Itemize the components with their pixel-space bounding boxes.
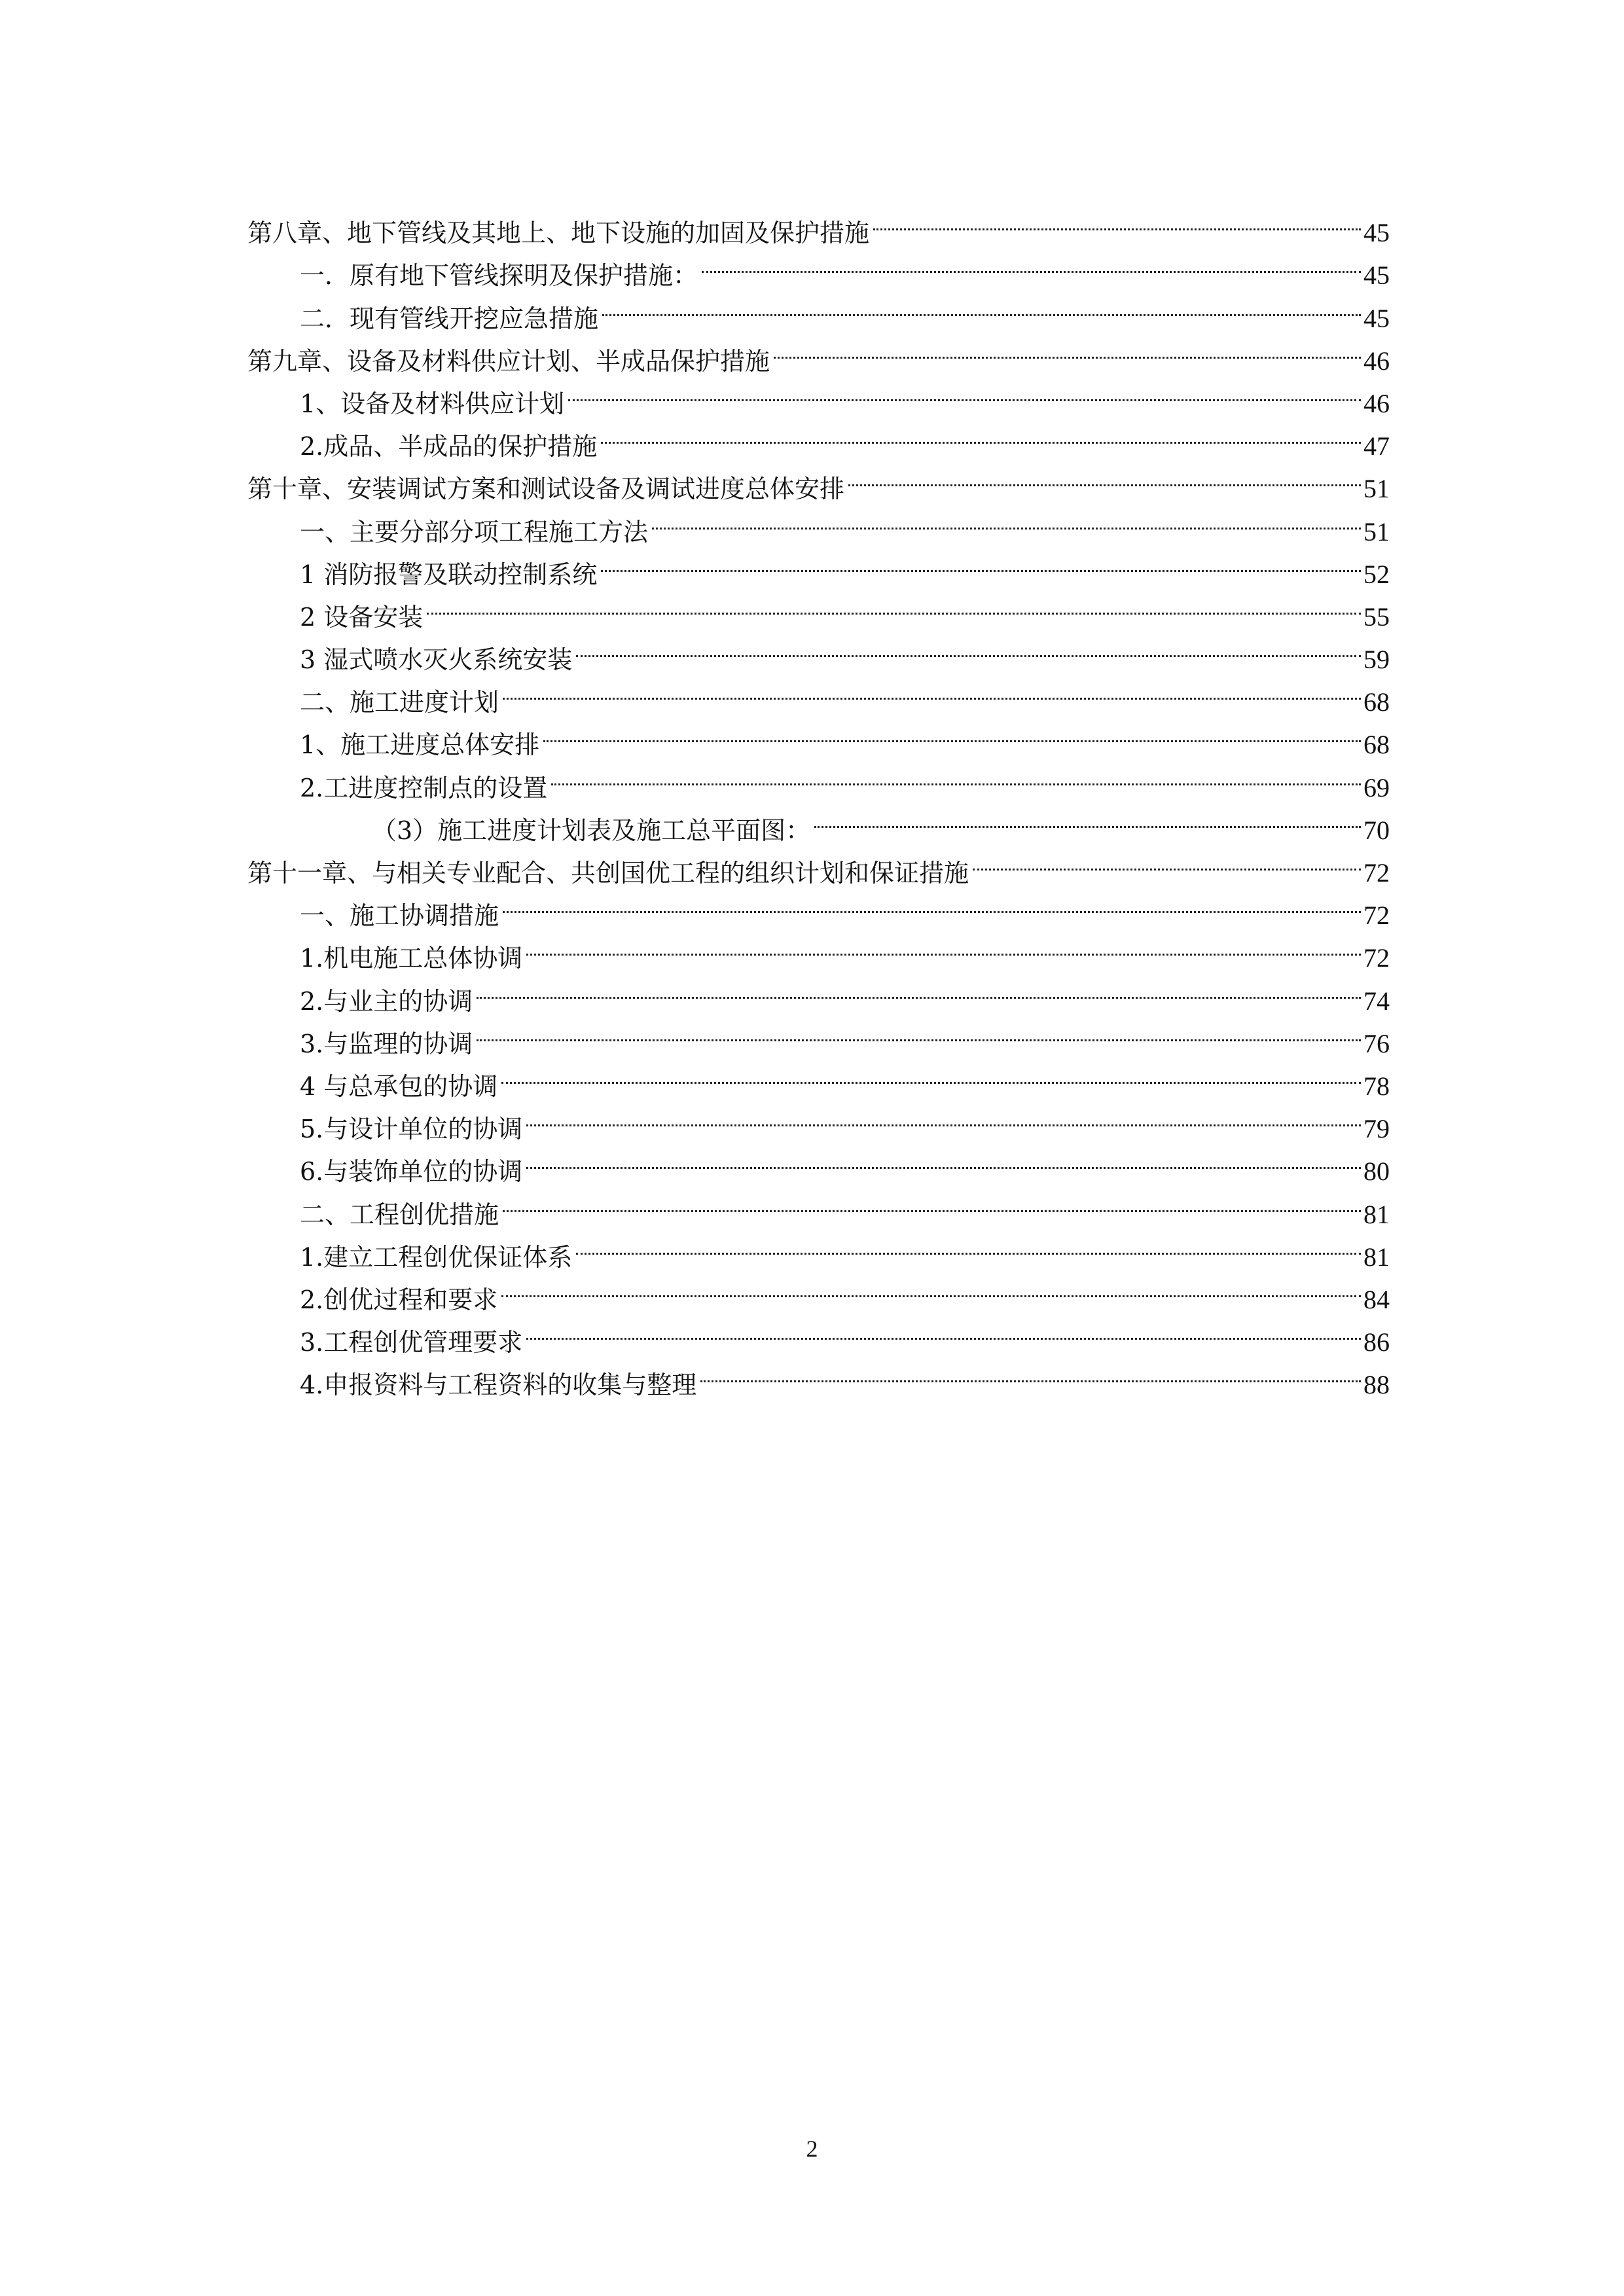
dot-leader xyxy=(576,1223,1361,1266)
toc-entry-page-number: 45 xyxy=(1363,260,1390,291)
toc-entry-page-number: 86 xyxy=(1363,1327,1390,1357)
toc-entry-title: 1.建立工程创优保证体系 xyxy=(300,1242,573,1272)
toc-entry-title: 1、设备及材料供应计划 xyxy=(300,389,565,418)
dot-leader xyxy=(503,668,1361,711)
toc-entry-page-number: 80 xyxy=(1363,1157,1390,1187)
toc-entry-title: 第十章、安装调试方案和测试设备及调试进度总体安排 xyxy=(247,475,845,504)
toc-entry-title: 3.工程创优管理要求 xyxy=(300,1328,523,1357)
toc-entry-title: 2.工进度控制点的设置 xyxy=(300,773,548,802)
toc-entry-title: 3 湿式喷水灭火系统安装 xyxy=(300,645,573,675)
toc-entry-page-number: 76 xyxy=(1363,1028,1390,1058)
toc-entry-title: 2.与业主的协调 xyxy=(300,986,473,1016)
dot-leader xyxy=(503,1180,1361,1223)
toc-entry-page-number: 45 xyxy=(1363,303,1390,333)
toc-entry-title: 2.成品、半成品的保护措施 xyxy=(300,432,598,461)
toc-entry-page-number: 59 xyxy=(1363,645,1390,675)
table-of-contents xyxy=(247,199,1390,1400)
toc-entry-page-number: 74 xyxy=(1363,986,1390,1016)
toc-entry-title: 1.机电施工总体协调 xyxy=(300,944,523,973)
toc-entry-page-number: 46 xyxy=(1363,346,1390,376)
toc-entry-title: 二、工程创优措施 xyxy=(300,1200,499,1229)
toc-entry-page-number: 46 xyxy=(1363,388,1390,418)
toc-entry-page-number: 45 xyxy=(1363,218,1390,248)
dot-leader xyxy=(543,711,1361,753)
toc-entry-page-number: 47 xyxy=(1363,431,1390,461)
dot-leader xyxy=(973,839,1361,882)
toc-entry-page-number: 52 xyxy=(1363,559,1390,589)
dot-leader xyxy=(848,455,1361,497)
toc-entry-title: 二．现有管线开挖应急措施 xyxy=(300,304,599,333)
toc-entry-page-number: 69 xyxy=(1363,772,1390,802)
toc-entry-title: 4 与总承包的协调 xyxy=(300,1071,498,1101)
toc-entry-page-number: 68 xyxy=(1363,730,1390,760)
toc-entry-title: 5.与设计单位的协调 xyxy=(300,1115,523,1144)
toc-entry-title: 一．原有地下管线探明及保护措施： xyxy=(300,261,698,291)
toc-entry-title: 一、施工协调措施 xyxy=(300,901,499,931)
dot-leader xyxy=(477,967,1361,1009)
toc-entry-title: 第八章、地下管线及其地上、地下设施的加固及保护措施 xyxy=(247,219,870,248)
dot-leader xyxy=(601,412,1361,455)
toc-entry-page-number: 79 xyxy=(1363,1114,1390,1144)
toc-entry-title: 4.申报资料与工程资料的收集与整理 xyxy=(300,1371,697,1400)
dot-leader xyxy=(774,327,1361,370)
toc-entry-title: 二、施工进度计划 xyxy=(300,688,499,717)
dot-leader xyxy=(601,541,1361,583)
dot-leader xyxy=(501,1266,1361,1308)
toc-entry-title: （3）施工进度计划表及施工总平面图： xyxy=(372,816,811,845)
dot-leader xyxy=(526,1308,1361,1351)
toc-entry-title: 第十一章、与相关专业配合、共创国优工程的组织计划和保证措施 xyxy=(247,859,969,888)
toc-entry-page-number: 51 xyxy=(1363,516,1390,547)
page-number: 2 xyxy=(806,2136,818,2162)
dot-leader xyxy=(700,1351,1361,1393)
dot-leader xyxy=(702,242,1361,284)
dot-leader xyxy=(814,797,1361,839)
toc-entry-page-number: 72 xyxy=(1363,858,1390,888)
toc-entry-page-number: 72 xyxy=(1363,901,1390,931)
dot-leader xyxy=(873,199,1361,242)
dot-leader xyxy=(551,753,1361,796)
toc-entry-title: 1 消防报警及联动控制系统 xyxy=(300,560,598,589)
toc-entry-title: 一、主要分部分项工程施工方法 xyxy=(300,517,649,547)
toc-entry-title: 第九章、设备及材料供应计划、半成品保护措施 xyxy=(247,346,770,376)
toc-entry-page-number: 81 xyxy=(1363,1242,1390,1272)
toc-entry-title: 1、施工进度总体安排 xyxy=(300,730,540,760)
dot-leader xyxy=(568,370,1361,412)
toc-entry-page-number: 68 xyxy=(1363,687,1390,717)
toc-entry-page-number: 84 xyxy=(1363,1284,1390,1314)
toc-entry-page-number: 51 xyxy=(1363,474,1390,504)
dot-leader xyxy=(602,284,1361,327)
dot-leader xyxy=(576,626,1361,668)
toc-entry-title: 2 设备安装 xyxy=(300,602,424,632)
dot-leader xyxy=(652,497,1361,540)
toc-entry-page-number: 72 xyxy=(1363,943,1390,973)
toc-entry-page-number: 81 xyxy=(1363,1199,1390,1229)
dot-leader xyxy=(427,583,1361,626)
dot-leader xyxy=(526,924,1361,967)
dot-leader xyxy=(501,1052,1361,1095)
dot-leader xyxy=(526,1095,1361,1138)
toc-entry-title: 2.创优过程和要求 xyxy=(300,1285,498,1314)
toc-entry[interactable] xyxy=(247,199,1390,248)
toc-entry-title: 6.与装饰单位的协调 xyxy=(300,1157,523,1187)
toc-entry-page-number: 78 xyxy=(1363,1071,1390,1101)
toc-entry-page-number: 70 xyxy=(1363,815,1390,845)
toc-entry-page-number: 88 xyxy=(1363,1370,1390,1400)
dot-leader xyxy=(526,1138,1361,1180)
dot-leader xyxy=(503,882,1361,924)
toc-entry-title: 3.与监理的协调 xyxy=(300,1029,473,1058)
dot-leader xyxy=(477,1010,1361,1052)
toc-entry-page-number: 55 xyxy=(1363,601,1390,632)
